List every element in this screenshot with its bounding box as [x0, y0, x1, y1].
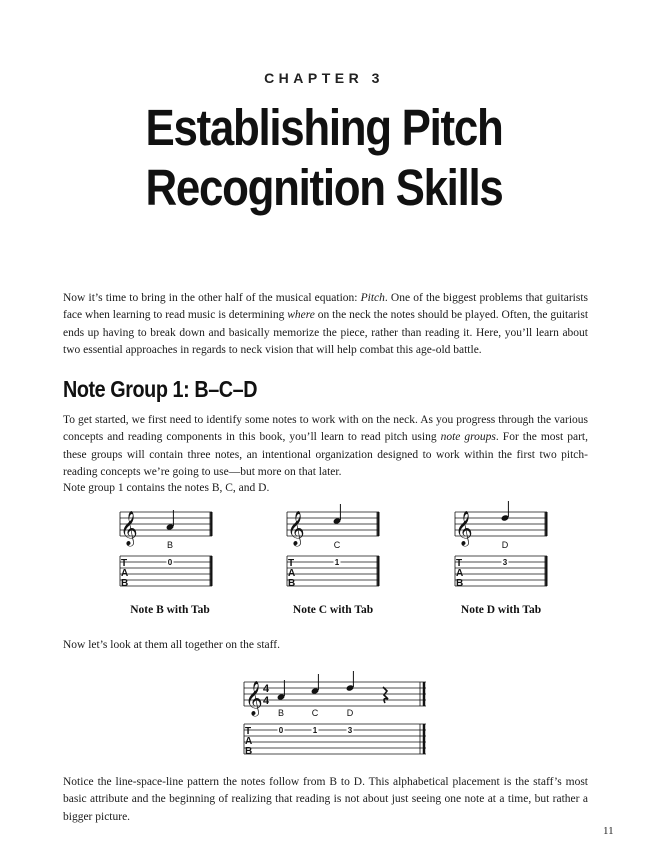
tab-letter-b: B [245, 746, 253, 757]
tab-letter-t: T [245, 726, 252, 737]
caption-note-c: Note C with Tab [292, 604, 374, 616]
note-name-label: D [346, 708, 354, 718]
closing-paragraph: Notice the line-space-line pattern the notes follow from B to D. This alphabetical placement is the staff’s most basic attribute and the beginning of realizing that reading is not about just seeing one note at a time, but rather a bigger picture. [63, 776, 588, 823]
note-name-label: B [277, 708, 285, 718]
note-name-label: C [333, 540, 341, 550]
combined-example [244, 671, 426, 757]
tab-fret-number: 3 [502, 558, 508, 567]
example-note-d [455, 501, 547, 589]
chapter-title-line-2: Recognition Skills [145, 159, 503, 216]
tab-letter-a: A [245, 736, 253, 747]
treble-clef-icon: 𝄞 [287, 512, 305, 545]
tab-letter-t: T [121, 558, 128, 569]
treble-clef-icon: 𝄞 [120, 512, 138, 545]
time-signature-bottom: 4 [262, 695, 270, 707]
time-signature-top: 4 [262, 683, 270, 695]
note-name-label: C [311, 708, 319, 718]
group-intro-text: Note group 1 contains the notes B, C, and D. [63, 482, 270, 494]
chapter-label: CHAPTER 3 [264, 70, 384, 86]
treble-clef-icon: 𝄞 [245, 682, 263, 715]
tab-fret-number: 1 [334, 558, 340, 567]
tab-letter-b: B [288, 578, 296, 589]
treble-clef-icon: 𝄞 [455, 512, 473, 545]
note-name-label: D [501, 540, 509, 550]
tab-letter-t: T [288, 558, 295, 569]
section-paragraph: To get started, we first need to identify some notes to work with on the neck. As you progress through the various concepts and reading components in this book, you’ll learn to read pitch using note groups. For the most part, these groups will contain three notes, an intentional organization designed to work within the first two pitch-reading concepts we’re going to use—but more on that later. [63, 414, 588, 478]
together-intro-text: Now let’s look at them all together on the staff. [63, 639, 280, 651]
note-name-label: B [166, 540, 174, 550]
page-number: 11 [603, 825, 614, 837]
example-note-c [287, 504, 379, 589]
quarter-rest-icon [383, 687, 388, 703]
tab-letter-t: T [456, 558, 463, 569]
example-note-b [120, 510, 212, 589]
tab-letter-b: B [121, 578, 129, 589]
tab-letter-a: A [456, 568, 464, 579]
tab-fret-number: 1 [312, 726, 318, 735]
tab-fret-number: 0 [167, 558, 173, 567]
intro-paragraph: Now it’s time to bring in the other half of the musical equation: Pitch. One of the biggest problems that guitarists face when learning to read music is determining where on the neck the notes should be played. Often, the guitarist ends up having to break down and basically memorize the piece, rather than reading it. Here, you’ll learn about two essential approaches in regards to neck vision that will help combat this age-old battle. [63, 292, 589, 356]
tab-letter-a: A [288, 568, 296, 579]
section-heading: Note Group 1: B–C–D [63, 376, 258, 402]
chapter-title-line-1: Establishing Pitch [145, 99, 503, 156]
tab-fret-number: 3 [347, 726, 353, 735]
caption-note-d: Note D with Tab [460, 604, 542, 616]
tab-letter-b: B [456, 578, 464, 589]
tab-fret-number: 0 [278, 726, 284, 735]
caption-note-b: Note B with Tab [130, 604, 210, 616]
tab-letter-a: A [121, 568, 129, 579]
